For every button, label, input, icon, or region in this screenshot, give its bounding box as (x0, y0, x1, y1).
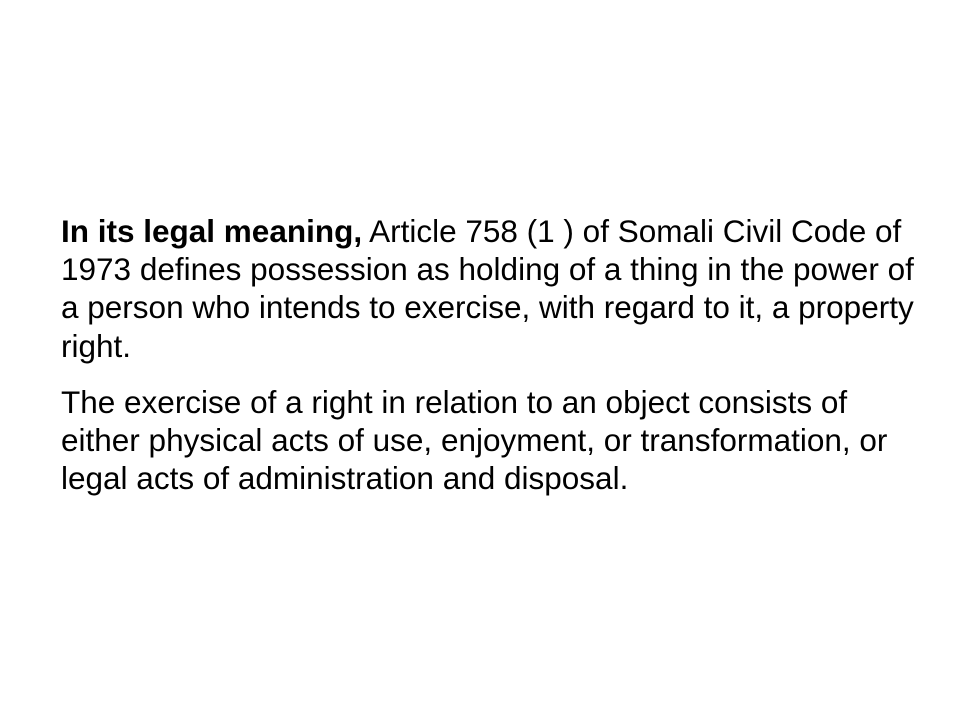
slide-body (61, 212, 931, 497)
paragraph-exercise-of-right (61, 383, 931, 498)
paragraph-text: The exercise of a right in relation to an object consists of either physical acts of use, enjoyment, or transformation, or legal acts of administration and disposal. (61, 383, 888, 497)
paragraph-possession-definition (61, 212, 931, 365)
paragraph-text: Article 758 (1 ) of Somali Civil Code of 1973 defines possession as holding of a thing in the power of a person who intends to exercise, with regard to it, a property right. (61, 213, 914, 364)
paragraph-lead: In its legal meaning, (61, 213, 363, 249)
